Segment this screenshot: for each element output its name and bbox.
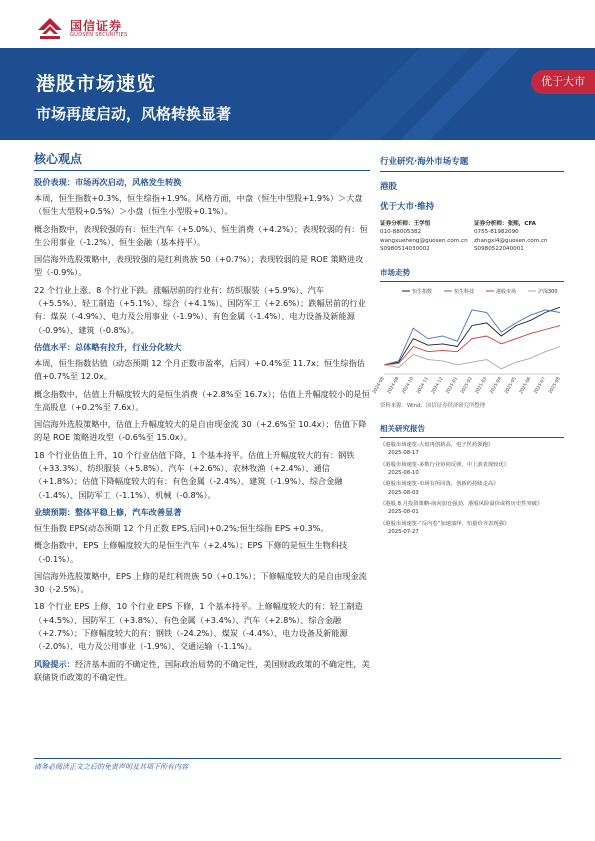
rating-badge: 优于大市 — [531, 70, 595, 94]
series-line — [384, 326, 560, 365]
investment-rating: 优于大市·维持 — [380, 202, 435, 212]
sector-label: 港股 — [380, 182, 398, 192]
market-trend-svg — [372, 284, 564, 400]
report-type: 行业研究·海外市场专题 — [380, 155, 564, 172]
series-line — [384, 307, 560, 365]
related-report-link[interactable]: 《港股市场速览-大盘再创新高，电子医药领跑》 — [380, 442, 494, 449]
paragraph: 国信海外选股策略中，表现较强的是红利贵族 50（+0.7%）；表现较弱的是 ROE 策略进攻型（-0.9%）。 — [34, 254, 364, 278]
analyst-phone: 010-88005382 — [380, 229, 422, 236]
paragraph: 概念指数中，EPS 上修幅度较大的是恒生汽车（+2.4%）；EPS 下修的是恒生生物科技（-0.1%）。 — [34, 540, 348, 564]
risk-warning — [34, 658, 370, 685]
x-tick-label: 2024-09 — [386, 376, 401, 396]
x-tick-label: 2025-05 — [504, 376, 518, 396]
section-performance — [34, 177, 370, 337]
paragraph: 22 个行业上涨、8 个行业下跌。涨幅居前的行业有：纺织服装（+5.9%）、汽车（+5.5%）、轻工制造（+5.1%）、综合（+4.1%）、国防军工（+2.6%）；跌幅居前的行业有：煤炭（-4.9%）、电力及公用事业（-1.9%）、有色金属（-1.4%）、电力设备及新能源（-0.9%）、建筑（-0.8%）。 — [34, 284, 366, 335]
page-subtitle: 市场再度启动，风格转换显著 — [36, 105, 232, 123]
related-reports-heading: 相关研究报告 — [380, 423, 564, 438]
related-report-link[interactable]: 《港股 8 月投资策略-南向加仓强劲，港股风险溢价或将历史性突破》 — [380, 500, 543, 507]
paragraph: 本周，恒生指数+0.3%，恒生综指+1.9%。风格方面，中盘（恒生中型股+1.9%）＞大盘（恒生大型股+0.5%）＞小盘（恒生小型股+0.1%）。 — [34, 193, 363, 217]
logo-icon — [36, 16, 64, 40]
paragraph: 概念指数中，估值上升幅度较大的是恒生消费（+2.8%至 16.7x）；估值上升幅度较小的是恒生高股息（+0.2%至 7.6x）。 — [34, 388, 370, 412]
paragraph: 恒生指数 EPS(动态预期 12 个月正数 EPS,后同)+0.2%;恒生综指 EPS +0.3%。 — [34, 522, 329, 533]
related-report-date: 2025-08-17 — [388, 450, 419, 457]
paragraph: 18 个行业 EPS 上修，10 个行业 EPS 下修，1 个基本持平。上修幅度较大的有：轻工制造（+4.5%）、国防军工（+3.8%）、有色金属（+3.4%）、汽车（+2.8%）、综合金融（+2.7%）；下修幅度较大的有：钢铁（-24.2%）、煤炭（-4.4%）、电力设备及新能源（-2.0%）、电力及公用事业（-1.9%）、交通运输（-1.1%）。 — [34, 601, 363, 652]
x-tick-label: 2025-01 — [445, 376, 460, 396]
x-tick-label: 2025-04 — [489, 376, 504, 396]
related-report-link[interactable]: 《港股市场速览-市场有所回落，创新药持续走高》 — [380, 481, 499, 488]
risk-label: 风险提示： — [34, 658, 75, 669]
analyst-name: 证券分析师：张熙，CFA — [474, 221, 536, 227]
footer-disclaimer: 请务必阅读正文之后的免责声明及其项下所有内容 — [34, 763, 188, 771]
paragraph: 国信海外选股策略中，EPS 上修的是红利贵族 50（+0.1%）；下修幅度较大的是自由现金流 30（-2.5%）。 — [34, 570, 367, 595]
risk-text: 经济基本面的不确定性，国际政治局势的不确定性，美国财政政策的不确定性，美联储货币政策的不确定性。 — [34, 658, 370, 682]
market-trend-chart — [372, 284, 564, 400]
x-tick-label: 2024-12 — [430, 376, 445, 396]
brand-name-en: GUOSEN SECURITIES — [70, 32, 128, 38]
x-tick-label: 2024-08 — [372, 376, 386, 396]
x-tick-label: 2025-02 — [460, 376, 474, 396]
legend-label: 恒生指数 — [412, 289, 433, 296]
related-report-date: 2025-07-27 — [388, 528, 419, 535]
footer-divider — [34, 758, 561, 759]
legend-label: 沪深300 — [538, 289, 558, 296]
related-report-link[interactable]: 《港股市场速览-“反内卷”加速演绎，恒量价齐表现强》 — [380, 520, 510, 527]
paragraph: 国信海外选股策略中，估值上升幅度较大的是自由现金流 30（+2.6%至 10.4x）；估值下降的是 ROE 策略进攻型（-0.6%至 15.0x）。 — [34, 419, 367, 443]
related-report-date: 2025-08-01 — [388, 509, 419, 516]
analyst-cert: S0980522040001 — [474, 245, 524, 252]
chart-title: 市场走势 — [380, 267, 564, 282]
analyst-card — [380, 220, 470, 253]
analyst-card — [474, 220, 564, 253]
analyst-block — [380, 220, 564, 253]
x-tick-label: 2025-03 — [474, 376, 489, 396]
related-report-date: 2025-08-10 — [388, 470, 419, 477]
core-view-heading: 核心观点 — [34, 150, 370, 171]
core-view-column — [34, 150, 370, 684]
sidebar — [372, 150, 564, 536]
section-title: 股价表现：市场再次启动，风格发生转换 — [34, 177, 182, 187]
section-earnings — [34, 507, 370, 654]
related-report-link[interactable]: 《港股市场速览-多数行业协同反弹，中上游表现较优》 — [380, 461, 510, 468]
related-reports-list — [380, 441, 564, 536]
related-report-date: 2025-08-03 — [388, 489, 419, 496]
x-tick-label: 2024-11 — [416, 376, 430, 396]
analyst-cert: S0980514030002 — [380, 245, 430, 252]
x-tick-label: 2025-06 — [518, 376, 533, 396]
analyst-name: 证券分析师：王学恒 — [380, 221, 431, 227]
x-tick-label: 2025-08 — [548, 376, 562, 396]
section-title: 业绩预期：整体平稳上修，汽车改善显著 — [34, 506, 182, 517]
x-tick-label: 2025-07 — [533, 376, 548, 396]
paragraph: 概念指数中，表现较强的有：恒生汽车（+5.0%）、恒生消费（+4.2%）；表现较弱的有：恒生公用事业（-1.2%）、恒生金融（基本持平）。 — [34, 223, 368, 247]
analyst-email[interactable]: wangxueheng@guosen.com.cn — [380, 237, 468, 244]
legend-label: 港股市场 — [496, 289, 517, 296]
paragraph: 18 个行业估值上升，10 个行业估值下降，1 个基本持平。估值上升幅度较大的有：钢铁（+33.3%）、纺织服装（+5.8%）、汽车（+2.6%）、农林牧渔（+2.4%）、通信（+1.8%）；估值下降幅度较大的有：有色金属（-2.4%）、建筑（-1.9%）、综合金融（-1.4%）、国防军工（-1.1%）、机械（-0.8%）。 — [34, 449, 355, 500]
section-valuation — [34, 342, 370, 502]
legend-label: 恒生科技 — [454, 289, 475, 296]
chart-source: 资料来源：Wind、国信证券经济研究所整理 — [380, 403, 486, 410]
section-title: 估值水平：总体略有拉升，行业分化较大 — [34, 341, 182, 352]
page-title: 港股市场速览 — [36, 73, 157, 95]
paragraph: 本周，恒生指数估值（动态预期 12 个月正数市盈率，后同）+0.4%至 11.7x；恒生综指估值+0.7%至 12.0x。 — [34, 357, 365, 382]
brand-logo — [36, 16, 146, 42]
analyst-email[interactable]: zhangxi4@guosen.com.cn — [474, 237, 548, 244]
title-banner — [0, 48, 595, 140]
brand-name: 国信证券 — [70, 19, 123, 33]
x-tick-label: 2024-10 — [401, 376, 416, 396]
analyst-phone: 0755-81982090 — [474, 229, 519, 236]
